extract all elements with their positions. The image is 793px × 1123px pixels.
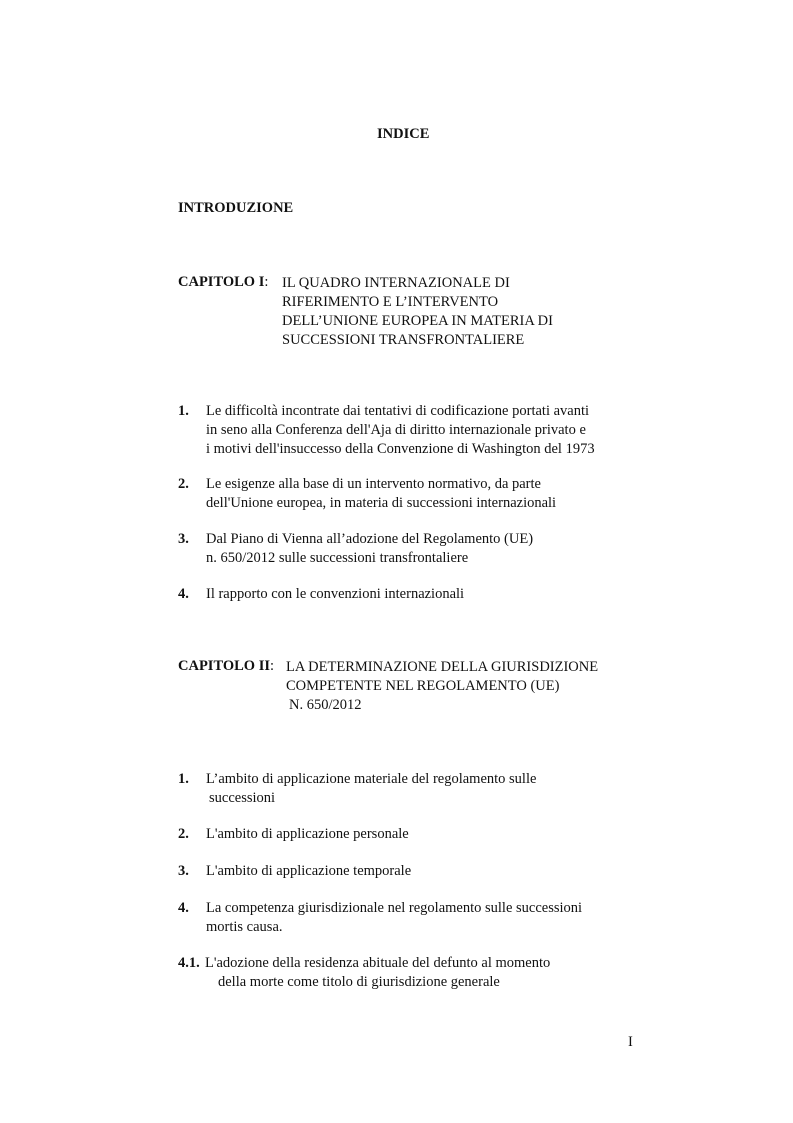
chapter-2-separator: : (270, 658, 275, 674)
toc-entry-line: i motivi dell'insuccesso della Convenzione di Washington del 1973 (206, 441, 595, 457)
toc-entry-line: Le difficoltà incontrate dai tentativi di codificazione portati avanti (206, 403, 590, 419)
toc-entry-line: L'ambito di applicazione personale (206, 826, 409, 842)
toc-entry-line: L'adozione della residenza abituale del defunto al momento (205, 955, 551, 971)
toc-entry-number: 2. (178, 826, 189, 842)
toc-entry (178, 770, 189, 789)
introduction-heading: INTRODUZIONE (178, 200, 294, 216)
toc-entry (178, 825, 189, 844)
toc-entry-line: successioni (209, 790, 276, 806)
chapter-1-title-line: DELL’UNIONE EUROPEA IN MATERIA DI (282, 313, 553, 329)
toc-entry (178, 475, 189, 494)
toc-entry-text (206, 825, 409, 844)
chapter-2-label: CAPITOLO II (178, 658, 270, 674)
toc-entry-line: in seno alla Conferenza dell'Aja di diritto internazionale privato e (206, 422, 586, 438)
toc-entry-number: 3. (178, 531, 189, 547)
toc-entry-number: 1. (178, 403, 189, 419)
toc-entry-text (206, 585, 464, 604)
toc-entry-line: della morte come titolo di giurisdizione generale (218, 974, 500, 990)
chapter-2-title-line: LA DETERMINAZIONE DELLA GIURISDIZIONE (286, 659, 599, 675)
toc-entry-number: 4. (178, 586, 189, 602)
toc-entry-text (206, 770, 536, 808)
toc-entry-text (206, 862, 411, 881)
page-number: I (628, 1034, 633, 1050)
toc-entry-number: 2. (178, 476, 189, 492)
toc-entry-text (206, 475, 556, 513)
toc-entry (178, 585, 189, 604)
toc-entry-line: n. 650/2012 sulle successioni transfrontaliere (206, 550, 469, 566)
chapter-1-heading (178, 274, 268, 291)
toc-entry (178, 899, 189, 918)
toc-entry-number: 4. (178, 900, 189, 916)
chapter-1-label: CAPITOLO I (178, 274, 265, 290)
toc-entry-line: dell'Unione europea, in materia di successioni internazionali (206, 495, 557, 511)
toc-entry-number: 1. (178, 771, 189, 787)
chapter-1-title-line: RIFERIMENTO E L’INTERVENTO (282, 294, 499, 310)
toc-entry-number: 4.1. (178, 955, 200, 971)
toc-entry (178, 402, 189, 421)
page-title: INDICE (377, 126, 430, 142)
toc-entry-line: Il rapporto con le convenzioni internazionali (206, 586, 465, 602)
chapter-1-title-line: IL QUADRO INTERNAZIONALE DI (282, 275, 510, 291)
toc-entry-line: L’ambito di applicazione materiale del regolamento sulle (206, 771, 537, 787)
toc-entry-number: 3. (178, 863, 189, 879)
toc-entry-line: Le esigenze alla base di un intervento normativo, da parte (206, 476, 541, 492)
chapter-1-title (282, 274, 553, 350)
chapter-1-separator: : (264, 274, 269, 290)
toc-entry-line: mortis causa. (206, 919, 283, 935)
toc-entry (178, 862, 189, 881)
toc-entry (178, 530, 189, 549)
toc-entry-line: La competenza giurisdizionale nel regolamento sulle successioni (206, 900, 583, 916)
toc-entry-text (205, 954, 550, 992)
chapter-2-title (286, 658, 598, 715)
chapter-1-title-line: SUCCESSIONI TRANSFRONTALIERE (282, 332, 525, 348)
toc-entry-text (206, 530, 533, 568)
toc-entry-line: L'ambito di applicazione temporale (206, 863, 412, 879)
toc-entry-text (206, 899, 582, 937)
toc-entry-text (206, 402, 595, 459)
chapter-2-heading (178, 658, 274, 675)
toc-entry (178, 954, 200, 973)
toc-entry-line: Dal Piano di Vienna all’adozione del Regolamento (UE) (206, 531, 534, 547)
chapter-2-title-line: N. 650/2012 (289, 697, 362, 713)
chapter-2-title-line: COMPETENTE NEL REGOLAMENTO (UE) (286, 678, 560, 694)
